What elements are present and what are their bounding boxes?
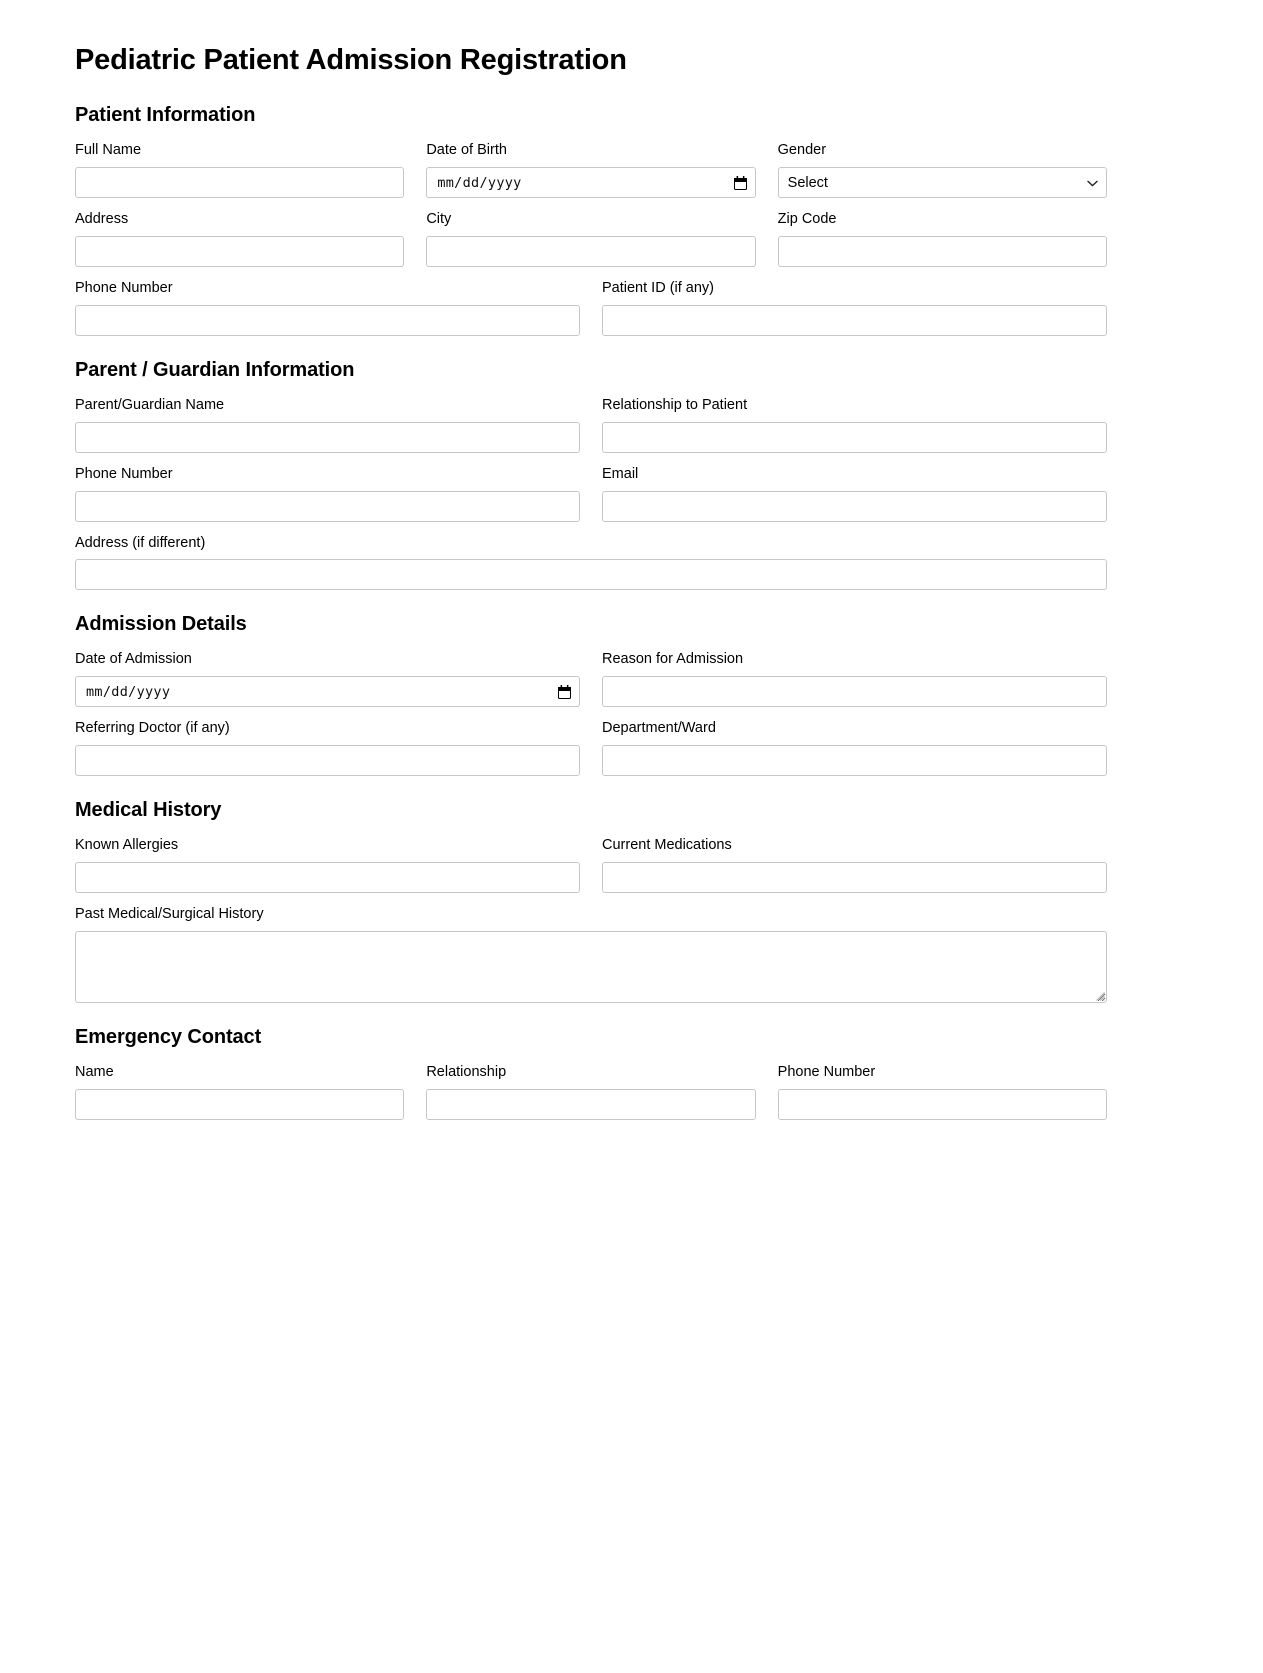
label-referring-doctor: Referring Doctor (if any)	[75, 720, 230, 737]
parent-guardian-name-input[interactable]	[75, 422, 580, 453]
field-referring-doctor	[75, 719, 580, 776]
current-medications-input[interactable]	[602, 862, 1107, 893]
label-department-ward: Department/Ward	[602, 720, 716, 737]
form-row	[75, 905, 1107, 1003]
emergency-contact-relationship-input[interactable]	[426, 1089, 755, 1120]
field-guardian-email	[602, 465, 1107, 522]
section-title-patient-information: Patient Information	[75, 104, 256, 127]
date-of-birth-date-input[interactable]	[426, 167, 755, 198]
guardian-email-input[interactable]	[602, 491, 1107, 522]
field-date-of-admission	[75, 650, 580, 707]
calendar-icon[interactable]	[558, 685, 571, 699]
section-medical-history	[75, 798, 1107, 1003]
field-parent-guardian-name	[75, 396, 580, 453]
form-row	[75, 210, 1107, 267]
section-title-admission-details: Admission Details	[75, 613, 247, 636]
form-row	[75, 396, 1107, 453]
section-emergency-contact	[75, 1025, 1107, 1120]
form-row	[75, 836, 1107, 893]
section-title-medical-history: Medical History	[75, 799, 222, 822]
section-patient-information	[75, 103, 1107, 336]
form-row	[75, 719, 1107, 776]
form-row	[75, 1063, 1107, 1120]
label-emergency-contact-name: Name	[75, 1063, 114, 1080]
full-name-input[interactable]	[75, 167, 404, 198]
emergency-contact-phone-number-input[interactable]	[778, 1089, 1107, 1120]
field-known-allergies	[75, 836, 580, 893]
form-sections	[75, 103, 1107, 1119]
label-patient-id: Patient ID (if any)	[602, 280, 715, 297]
label-address: Address	[75, 211, 129, 228]
label-guardian-email: Email	[602, 465, 639, 482]
date-of-birth-date-placeholder: mm/dd/yyyy	[437, 174, 522, 191]
label-past-medical-surgical-history: Past Medical/Surgical History	[75, 905, 264, 922]
label-emergency-contact-phone-number: Phone Number	[777, 1063, 876, 1080]
field-patient-id	[602, 279, 1107, 336]
field-current-medications	[602, 836, 1107, 893]
field-address	[75, 210, 404, 267]
field-emergency-contact-relationship	[426, 1063, 755, 1120]
field-gender	[778, 141, 1107, 198]
form-row	[75, 650, 1107, 707]
city-input[interactable]	[426, 236, 755, 267]
field-reason-for-admission	[602, 650, 1107, 707]
zip-code-input[interactable]	[778, 236, 1107, 267]
label-parent-guardian-name: Parent/Guardian Name	[75, 396, 225, 413]
field-patient-phone-number	[75, 279, 580, 336]
label-emergency-contact-relationship: Relationship	[426, 1063, 507, 1080]
field-relationship-to-patient	[602, 396, 1107, 453]
section-title-emergency-contact: Emergency Contact	[75, 1025, 262, 1048]
date-of-admission-date-input[interactable]	[75, 676, 580, 707]
field-guardian-phone-number	[75, 465, 580, 522]
form-row	[75, 465, 1107, 522]
date-of-admission-date-placeholder: mm/dd/yyyy	[86, 683, 171, 700]
field-date-of-birth	[426, 141, 755, 198]
field-emergency-contact-phone-number	[778, 1063, 1107, 1120]
label-date-of-birth: Date of Birth	[426, 142, 507, 159]
known-allergies-input[interactable]	[75, 862, 580, 893]
relationship-to-patient-input[interactable]	[602, 422, 1107, 453]
label-known-allergies: Known Allergies	[75, 837, 179, 854]
label-full-name: Full Name	[75, 142, 142, 159]
label-patient-phone-number: Phone Number	[75, 280, 173, 297]
label-guardian-address-if-different: Address (if different)	[75, 534, 206, 551]
label-relationship-to-patient: Relationship to Patient	[602, 396, 748, 413]
field-emergency-contact-name	[75, 1063, 404, 1120]
department-ward-input[interactable]	[602, 745, 1107, 776]
field-department-ward	[602, 719, 1107, 776]
label-date-of-admission: Date of Admission	[75, 651, 192, 668]
chevron-down-icon[interactable]	[1087, 180, 1098, 187]
field-guardian-address-if-different	[75, 534, 1107, 591]
form-row	[75, 141, 1107, 198]
calendar-icon[interactable]	[734, 176, 747, 190]
section-parent-guardian-information	[75, 358, 1107, 591]
field-city	[426, 210, 755, 267]
label-gender: Gender	[777, 142, 827, 159]
label-zip-code: Zip Code	[777, 211, 837, 228]
form-row	[75, 279, 1107, 336]
gender-selected-value: Select	[787, 174, 828, 191]
patient-phone-number-input[interactable]	[75, 305, 580, 336]
address-input[interactable]	[75, 236, 404, 267]
referring-doctor-input[interactable]	[75, 745, 580, 776]
field-zip-code	[778, 210, 1107, 267]
emergency-contact-name-input[interactable]	[75, 1089, 404, 1120]
section-admission-details	[75, 612, 1107, 776]
guardian-address-if-different-input[interactable]	[75, 559, 1107, 590]
past-medical-surgical-history-textarea[interactable]	[75, 931, 1107, 1003]
past-medical-surgical-history-textarea-wrapper	[75, 931, 1107, 1003]
field-full-name	[75, 141, 404, 198]
label-current-medications: Current Medications	[602, 837, 732, 854]
label-guardian-phone-number: Phone Number	[75, 465, 173, 482]
patient-id-input[interactable]	[602, 305, 1107, 336]
field-past-medical-surgical-history	[75, 905, 1107, 1003]
reason-for-admission-input[interactable]	[602, 676, 1107, 707]
gender-select[interactable]	[778, 167, 1107, 198]
guardian-phone-number-input[interactable]	[75, 491, 580, 522]
page-title: Pediatric Patient Admission Registration	[75, 44, 627, 76]
section-title-parent-guardian-information: Parent / Guardian Information	[75, 358, 355, 381]
label-reason-for-admission: Reason for Admission	[602, 651, 744, 668]
label-city: City	[426, 211, 452, 228]
form-row	[75, 534, 1107, 591]
